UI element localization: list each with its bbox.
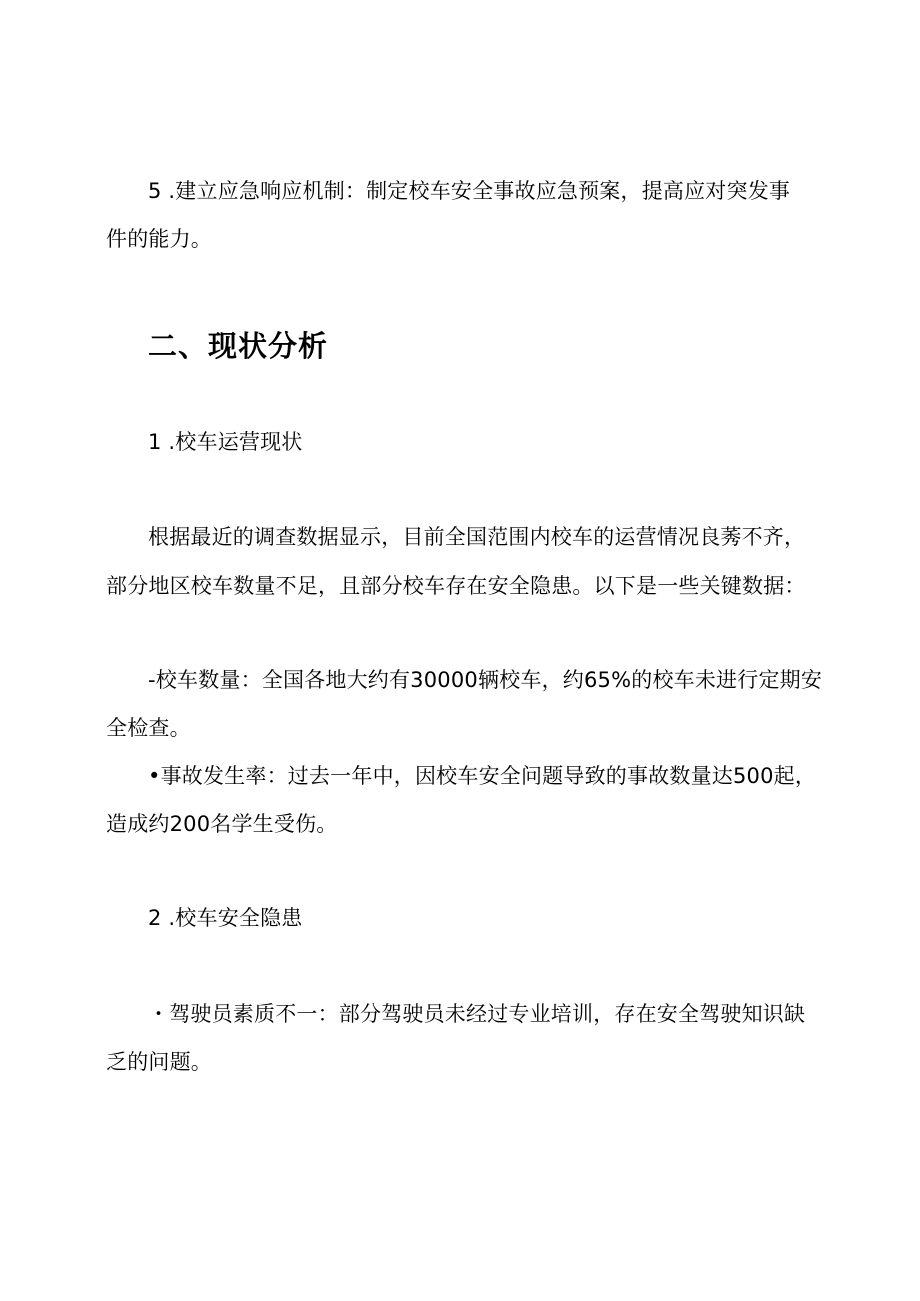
bullet-accident-rate-line-2: 造成约200名学生受伤。 [106, 812, 338, 836]
paragraph-line-1: 根据最近的调查数据显示，目前全国范围内校车的运营情况良莠不齐， [148, 525, 806, 549]
paragraph-line-2: 部分地区校车数量不足，且部分校车存在安全隐患。以下是一些关键数据： [106, 574, 806, 598]
item-5-line-2: 件的能力。 [106, 227, 212, 251]
bullet-driver-quality-line-2: 乏的问题。 [106, 1050, 212, 1074]
section-heading: 二、现状分析 [148, 329, 329, 363]
bullet-accident-rate-line-1: •事故发生率：过去一年中，因校车安全问题导致的事故数量达500起， [148, 764, 817, 788]
bullet-vehicle-count-line-1: -校车数量：全国各地大约有30000辆校车，约65%的校车未进行定期安 [148, 668, 823, 692]
bullet-vehicle-count-line-2: 全检查。 [106, 716, 191, 740]
item-5-line-1: 5 .建立应急响应机制：制定校车安全事故应急预案，提高应对突发事 [148, 179, 791, 203]
bullet-driver-quality-line-1: ・驾驶员素质不一：部分驾驶员未经过专业培训，存在安全驾驶知识缺 [148, 1002, 806, 1026]
subsection-1-title: 1 .校车运营现状 [148, 430, 303, 454]
subsection-2-title: 2 .校车安全隐患 [148, 906, 303, 930]
